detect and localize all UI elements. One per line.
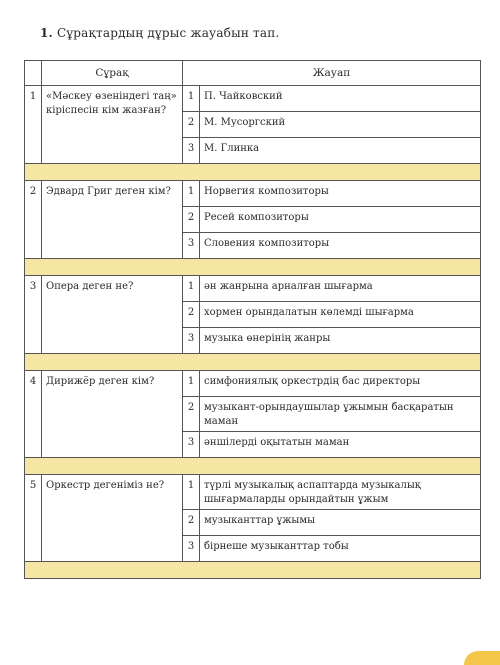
header-num-cell	[25, 61, 42, 86]
answer-option[interactable]: музыкант-орындаушылар ұжымын басқаратын маман	[200, 397, 481, 432]
question-text: «Мәскеу өзеніндегі таң» кіріспесін кім жазған?	[42, 86, 183, 164]
separator-row	[25, 164, 481, 181]
answer-option[interactable]: ән жанрына арналған шығарма	[200, 276, 481, 302]
answer-option[interactable]: Словения композиторы	[200, 233, 481, 259]
answer-option[interactable]: Ресей композиторы	[200, 207, 481, 233]
separator-band	[25, 259, 481, 276]
answer-number: 1	[183, 276, 200, 302]
answer-option[interactable]: Норвегия композиторы	[200, 181, 481, 207]
answer-option[interactable]: түрлі музыкалық аспаптарда музыкалық шығармаларды орындайтын ұжым	[200, 475, 481, 510]
answer-option[interactable]: М. Глинка	[200, 138, 481, 164]
question-number: 4	[25, 371, 42, 458]
header-answer: Жауап	[183, 61, 481, 86]
exercise-number: 1.	[40, 26, 53, 40]
answer-number: 2	[183, 112, 200, 138]
question-number: 5	[25, 475, 42, 562]
answer-row	[25, 475, 481, 510]
answer-number: 3	[183, 138, 200, 164]
answer-option[interactable]: әншілерді оқытатын маман	[200, 432, 481, 458]
quiz-body	[25, 86, 481, 579]
header-question: Сұрақ	[42, 61, 183, 86]
separator-band	[25, 164, 481, 181]
answer-option[interactable]: бірнеше музыканттар тобы	[200, 536, 481, 562]
answer-number: 2	[183, 302, 200, 328]
answer-row	[25, 276, 481, 302]
page-corner-accent	[464, 651, 500, 665]
separator-band	[25, 562, 481, 579]
separator-row	[25, 458, 481, 475]
question-text: Эдвард Григ деген кім?	[42, 181, 183, 259]
header-row	[25, 61, 481, 86]
separator-row	[25, 354, 481, 371]
answer-number: 1	[183, 371, 200, 397]
answer-option[interactable]: М. Мусоргский	[200, 112, 481, 138]
separator-row	[25, 562, 481, 579]
answer-row	[25, 371, 481, 397]
quiz-table	[24, 60, 481, 579]
question-text: Опера деген не?	[42, 276, 183, 354]
question-number: 2	[25, 181, 42, 259]
answer-number: 1	[183, 86, 200, 112]
answer-number: 3	[183, 328, 200, 354]
answer-number: 3	[183, 233, 200, 259]
answer-row	[25, 181, 481, 207]
answer-option[interactable]: симфониялық оркестрдің бас директоры	[200, 371, 481, 397]
separator-band	[25, 354, 481, 371]
answer-option[interactable]: хормен орындалатын көлемді шығарма	[200, 302, 481, 328]
answer-row	[25, 86, 481, 112]
answer-number: 3	[183, 536, 200, 562]
question-text: Дирижёр деген кім?	[42, 371, 183, 458]
answer-number: 2	[183, 207, 200, 233]
question-number: 1	[25, 86, 42, 164]
answer-number: 1	[183, 475, 200, 510]
answer-number: 1	[183, 181, 200, 207]
answer-number: 2	[183, 397, 200, 432]
question-number: 3	[25, 276, 42, 354]
answer-number: 2	[183, 510, 200, 536]
exercise-instruction: Сұрақтардың дұрыс жауабын тап.	[56, 26, 280, 40]
exercise-title	[40, 26, 279, 40]
separator-row	[25, 259, 481, 276]
separator-band	[25, 458, 481, 475]
answer-number: 3	[183, 432, 200, 458]
answer-option[interactable]: музыканттар ұжымы	[200, 510, 481, 536]
question-text: Оркестр дегеніміз не?	[42, 475, 183, 562]
answer-option[interactable]: П. Чайковский	[200, 86, 481, 112]
answer-option[interactable]: музыка өнерінің жанры	[200, 328, 481, 354]
